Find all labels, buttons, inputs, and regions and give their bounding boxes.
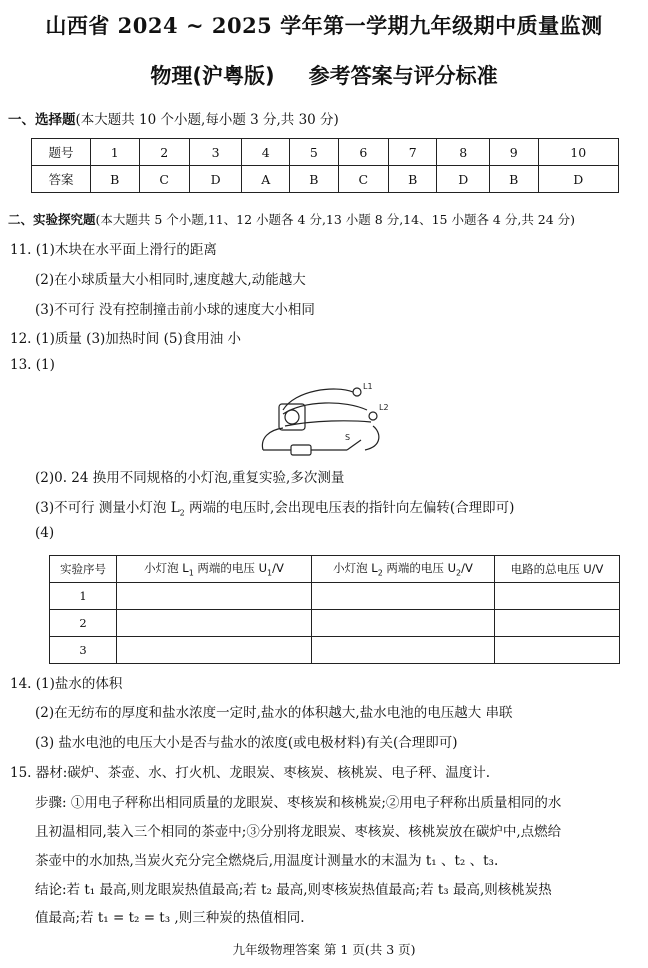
row-label-answer: 答案 (32, 166, 91, 193)
table-row (50, 637, 620, 664)
q11-line2: (2)在小球质量大小相同时,速度越大,动能越大 (35, 272, 306, 288)
q-number: 9 (490, 139, 539, 166)
q-answer: B (388, 166, 437, 193)
page-footer: 九年级物理答案 第 1 页(共 3 页) (232, 942, 416, 957)
q-answer: A (242, 166, 290, 193)
q15-line3: 且初温相同,装入三个相同的茶壶中;③分别将龙眼炭、枣核炭、核桃炭放在碳炉中,点燃给 (35, 824, 562, 840)
table-row (50, 583, 620, 610)
label-l1: L1 (363, 382, 373, 391)
q-answer: C (139, 166, 189, 193)
section1-heading: 一、选择题(本大题共 10 个小题,每小题 3 分,共 30 分) (8, 112, 339, 128)
q-answer: B (91, 166, 140, 193)
battery (291, 445, 311, 455)
experiment-table-header (50, 556, 620, 583)
q14-line1: 14. (1)盐水的体积 (10, 676, 123, 692)
subtitle-standard: 参考答案与评分标准 (308, 64, 498, 88)
section2-note: (本大题共 5 个小题,11、12 小题各 4 分,13 小题 8 分,14、15 小题各 4 分,共 24 分) (95, 212, 576, 227)
q-answer: B (290, 166, 339, 193)
page-subtitle (0, 60, 648, 90)
trial-number: 2 (50, 610, 117, 637)
q15-line5: 结论:若 t₁ 最高,则龙眼炭热值最高;若 t₂ 最高,则枣核炭热值最高;若 t₃ 最高,则核桃炭热 (35, 882, 552, 898)
trial-number: 3 (50, 637, 117, 664)
section2-heading: 二、实验探究题(本大题共 5 个小题,11、12 小题各 4 分,13 小题 8 分,14、15 小题各 4 分,共 24 分) (8, 212, 576, 227)
label-l2: L2 (379, 403, 389, 412)
q12-line1: 12. (1)质量 (3)加热时间 (5)食用油 小 (10, 331, 242, 347)
voltmeter-dial (285, 410, 299, 424)
q-number: 3 (189, 139, 242, 166)
answer-table-number-row (32, 139, 619, 166)
voltmeter (279, 404, 305, 430)
q-number: 4 (242, 139, 290, 166)
page-title: 山西省 2024 ~ 2025 学年第一学期九年级期中质量监测 (45, 13, 603, 38)
q-number: 6 (338, 139, 388, 166)
q11-line3: (3)不可行 没有控制撞击前小球的速度大小相同 (35, 302, 315, 318)
wire (365, 426, 379, 450)
q11-line1: 11. (1)木块在水平面上滑行的距离 (10, 242, 217, 258)
q-answer: D (437, 166, 490, 193)
q-number: 10 (538, 139, 619, 166)
col-total-voltage: 电路的总电压 U/V (495, 556, 620, 583)
q-number: 5 (290, 139, 339, 166)
q-number: 7 (388, 139, 437, 166)
q13-line3: (3)不可行 测量小灯泡 $L_2$ 两端的电压时,会出现电压表的指针向左偏转(合理即可) (35, 500, 515, 518)
q14-line3: (3) 盐水电池的电压大小是否与盐水的浓度(或电极材料)有关(合理即可) (35, 735, 458, 751)
trial-number: 1 (50, 583, 117, 610)
subtitle-subject: 物理(沪粤版) (150, 64, 275, 88)
label-s: S (345, 433, 351, 442)
q13-line2: (2)0. 24 换用不同规格的小灯泡,重复实验,多次测量 (35, 470, 345, 486)
wire (283, 389, 353, 410)
bulb-l1 (353, 388, 361, 396)
q15-line2: 步骤: ①用电子秤称出相同质量的龙眼炭、枣核炭和核桃炭;②用电子秤称出质量相同的水 (35, 795, 562, 811)
wire (262, 428, 283, 450)
col-l1-voltage: 小灯泡 $L_1$ 两端的电压 $U_1/V$ (117, 556, 312, 583)
experiment-table (49, 555, 620, 664)
q-answer: B (490, 166, 539, 193)
q14-line2: (2)在无纺布的厚度和盐水浓度一定时,盐水的体积越大,盐水电池的电压越大 串联 (35, 705, 513, 721)
q13-line4: (4) (35, 525, 55, 541)
q15-line4: 茶壶中的水加热,当炭火充分完全燃烧后,用温度计测量水的末温为 t₁ 、t₂ 、t₃. (35, 853, 499, 869)
answer-table (31, 138, 619, 193)
q-answer: C (338, 166, 388, 193)
q-answer: D (189, 166, 242, 193)
q15-line6: 值最高;若 t₁ = t₂ = t₃ ,则三种炭的热值相同. (35, 910, 305, 926)
q-number: 2 (139, 139, 189, 166)
q-answer: D (538, 166, 619, 193)
q-number: 8 (437, 139, 490, 166)
row-label-number: 题号 (32, 139, 91, 166)
section1-note: (本大题共 10 个小题,每小题 3 分,共 30 分) (75, 112, 339, 128)
q13-line1: 13. (1) (10, 357, 55, 373)
bulb-l2 (369, 412, 377, 420)
circuit-diagram (255, 380, 395, 460)
table-row (50, 610, 620, 637)
q15-line1: 15. 器材:碳炉、茶壶、水、打火机、龙眼炭、枣核炭、核桃炭、电子秤、温度计. (10, 765, 491, 781)
col-l2-voltage: 小灯泡 $L_2$ 两端的电压 $U_2/V$ (312, 556, 495, 583)
col-trial: 实验序号 (50, 556, 117, 583)
answer-table-answer-row (32, 166, 619, 193)
q-number: 1 (91, 139, 140, 166)
